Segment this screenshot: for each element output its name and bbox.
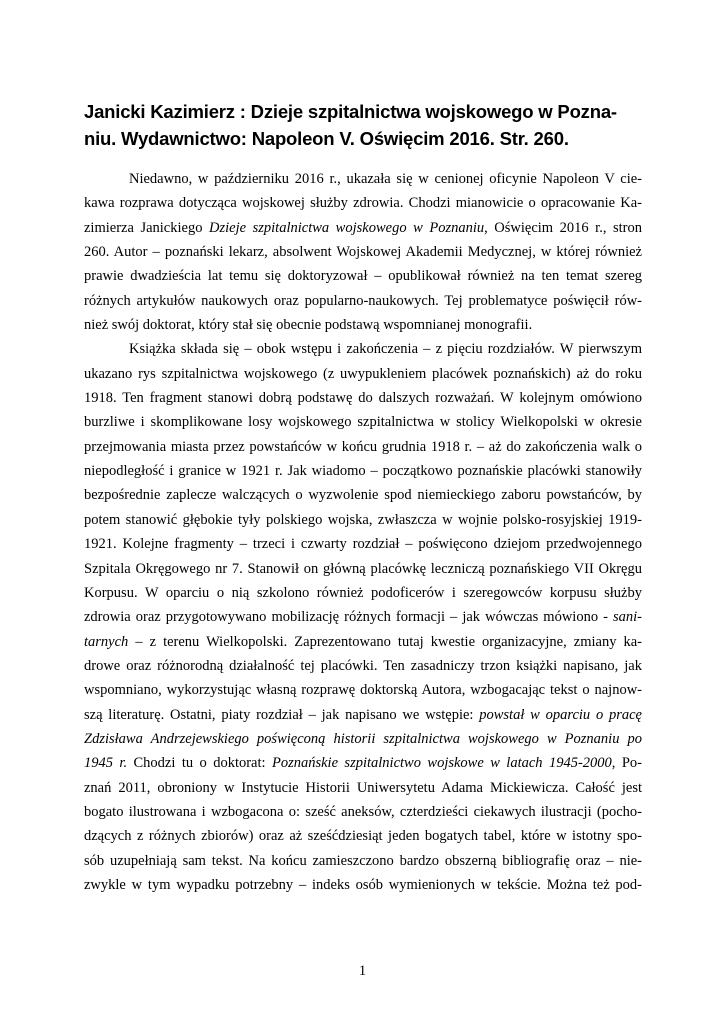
text-run: zimierza Janickiego (84, 219, 210, 236)
paragraph (84, 337, 642, 897)
text-line (84, 264, 642, 288)
italic-text: powstał w oparciu o pracę (479, 706, 642, 723)
text-line (84, 849, 642, 873)
text-run: , Po- (611, 755, 642, 772)
text-run: bogato ilustrowana i wzbogacona o: sześć aneksów, czterdzieści ciekawych ilustracji (pocho- (84, 803, 642, 820)
title-line: niu. Wydawnictwo: Napoleon V. Oświęcim 2016. Str. 260. (84, 128, 569, 149)
text-run: niepodległość i granice w 1921 r. Jak wiadomo – początkowo poznańskie placówki stanowiły (84, 463, 642, 480)
text-line (84, 824, 642, 848)
text-run: Korpusu. W oparciu o nią szkolono również podoficerów i szeregowców korpusu służby (84, 584, 642, 601)
text-run: zwykle w tym wypadku potrzebny – indeks osób wymienionych w tekście. Można też pod- (84, 876, 642, 893)
page-number: 1 (358, 963, 367, 979)
article-title (84, 98, 644, 152)
text-run: potem stanowić głębokie tyły polskiego wojska, zwłaszcza w wojnie polsko-rosyjskiej 1919- (84, 511, 642, 528)
text-line (84, 386, 642, 410)
text-run: 1921. Kolejne fragmenty – trzeci i czwarty rozdział – poświęcono dziejom przedwojennego (84, 536, 642, 553)
text-line (84, 654, 642, 678)
italic-text: Dzieje szpitalnictwa wojskowego w Poznaniu (209, 219, 485, 236)
text-line (84, 337, 642, 361)
text-run: nież swój doktorat, który stał się obecnie podstawą wspomnianej monografii. (84, 317, 533, 334)
text-line (84, 532, 642, 556)
article-body (84, 167, 642, 897)
text-run: , Oświęcim 2016 r., stron (484, 219, 642, 236)
text-run: szą literaturę. Ostatni, piaty rozdział – jak napisano we wstępie: (84, 706, 480, 723)
text-line (84, 289, 642, 313)
text-run: prawie dwadzieścia lat temu się doktoryzował – opublikował również na ten temat szereg (84, 268, 642, 285)
text-run: sób uzupełniają sam tekst. Na końcu zamieszczono bardzo obszerną bibliografię oraz – nie- (84, 852, 642, 869)
text-line (84, 776, 642, 800)
text-line (84, 581, 642, 605)
text-line (84, 240, 642, 264)
paragraph (84, 167, 642, 337)
text-line (84, 435, 642, 459)
text-line (84, 216, 642, 240)
text-run: kawa rozprawa dotycząca wojskowej służby zdrowia. Chodzi mianowicie o opracowanie Ka- (84, 195, 642, 212)
text-run: 260. Autor – poznański lekarz, absolwent Wojskowej Akademii Medycznej, w której również (84, 244, 642, 261)
text-run: Chodzi tu o doktorat: (127, 755, 272, 772)
text-line (84, 557, 642, 581)
italic-text: Zdzisława Andrzejewskiego poświęconą historii szpitalnictwa wojskowego w Poznaniu po (84, 730, 642, 747)
text-run: zdrowia oraz przygotowywano mobilizację różnych formacji – jak wówczas mówiono - (84, 609, 613, 626)
text-line (84, 508, 642, 532)
text-run: 1918. Ten fragment stanowi dobrą podstawę do dalszych rozważań. W kolejnym omówiono (84, 390, 642, 407)
italic-text: tarnych (84, 633, 129, 650)
text-run: Niedawno, w październiku 2016 r., ukazała się w cenionej oficynie Napoleon V cie- (129, 171, 642, 187)
text-run: przejmowania miasta przez powstańców w końcu grudnia 1918 r. – aż do zakończenia walk o (84, 438, 642, 455)
text-line (84, 362, 642, 386)
text-run: bezpośrednie zaplecze walczących o wyzwolenie spod niemieckiego zaboru powstańców, by (84, 487, 642, 504)
text-run: dzących z różnych zbiorów) oraz aż sześćdziesiąt jeden bogatych tabel, które w istotny spo- (84, 828, 642, 845)
text-line (84, 483, 642, 507)
title-line: Janicki Kazimierz : Dzieje szpitalnictwa wojskowego w Pozna- (84, 101, 617, 122)
italic-text: 1945 r. (84, 755, 128, 772)
text-run: drowe oraz różnorodną działalność tej placówki. Ten zasadniczy trzon książki napisano, jak (84, 657, 642, 674)
text-line (84, 313, 642, 337)
text-line (84, 459, 642, 483)
text-line (84, 727, 642, 751)
text-line (84, 167, 642, 191)
text-run: różnych artykułów naukowych oraz popularno-naukowych. Tej problematyce poświęcił rów- (84, 292, 642, 309)
italic-text: Poznańskie szpitalnictwo wojskowe w latach 1945-2000 (271, 755, 612, 772)
text-line (84, 873, 642, 897)
text-run: wspomniano, wykorzystując własną rozprawę doktorską Autora, wzbogacając tekst o najnow- (84, 682, 642, 699)
text-line (84, 751, 642, 775)
text-line (84, 703, 642, 727)
text-run: Szpitala Okręgowego nr 7. Stanowił on główną placówkę leczniczą poznańskiego VII Okręgu (84, 560, 642, 577)
text-line (84, 410, 642, 434)
text-run: znań 2011, obroniony w Instytucie Historii Uniwersytetu Adama Mickiewicza. Całość jest (84, 779, 642, 796)
italic-text: sani- (613, 609, 642, 626)
text-run: ukazano rys szpitalnictwa wojskowego (z uwypukleniem placówek poznańskich) aż do roku (84, 365, 642, 382)
text-line (84, 800, 642, 824)
text-line (84, 605, 642, 629)
text-run: burzliwe i skomplikowane losy wojskowego szpitalnictwa w stolicy Wielkopolski w okresie (84, 414, 642, 431)
text-run: Książka składa się – obok wstępu i zakończenia – z pięciu rozdziałów. W pierwszym (129, 341, 642, 358)
text-line (84, 678, 642, 702)
text-line (84, 191, 642, 215)
text-line (84, 630, 642, 654)
text-run: – z terenu Wielkopolski. Zaprezentowano tutaj kwestie organizacyjne, zmiany ka- (128, 633, 642, 650)
